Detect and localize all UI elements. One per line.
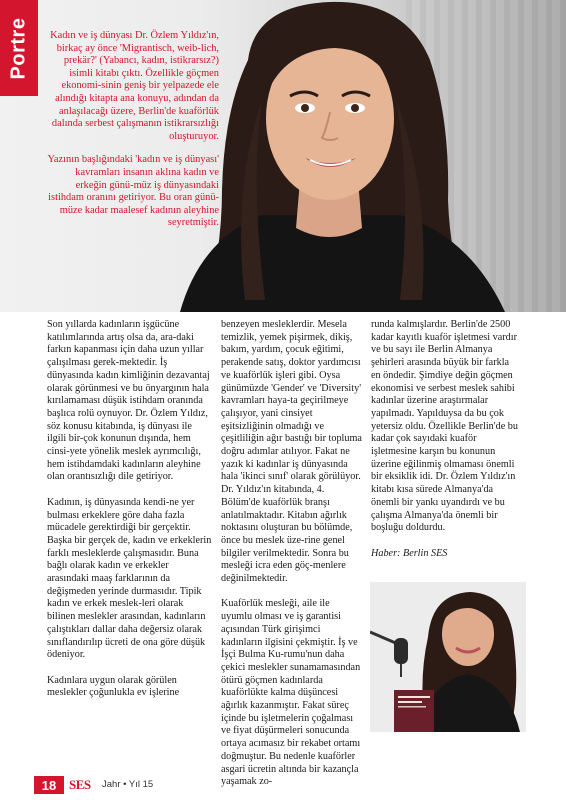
- byline: Haber: Berlin SES: [371, 547, 448, 559]
- page-number: [34, 776, 64, 794]
- section-tag-label: Portre: [7, 17, 30, 79]
- logo-text: SES: [69, 777, 91, 792]
- side-photo: [370, 582, 526, 732]
- article-column-1: [47, 319, 213, 713]
- intro-paragraph: Yazının başlığındaki 'kadın ve iş dünyası' kavramları insanın aklına kadın ve erkeğin günü-müz iş dünyasındaki istihdam oranını getiriyor. Bu oran günü-müze kadar maalesef kadının aleyhine seyretmiştir.: [47, 154, 219, 229]
- page-footer: [0, 770, 566, 800]
- page-number-label: 18: [41, 777, 57, 793]
- body-paragraph: Kadınlara uygun olarak görülen meslekler çoğunlukla ev işlerine: [47, 674, 180, 699]
- ses-logo: [69, 777, 91, 793]
- intro-paragraph: Kadın ve iş dünyası Dr. Özlem Yıldız'ın, birkaç ay önce 'Migrantisch, weib-lich, prekär?' (Yabancı, kadın, istikrarsız?) isimli kitabı çıktı. Özellikle göçmen ekonomi-sinin geniş bir yelpazede ele alındığı kitapta ana konuyu, adından da anlaşılacağı üzere, Berlin'de kuaförlük dalında serbest çalışmanın istikrarsızlığı oluşturuyor.: [50, 30, 219, 142]
- body-paragraph: runda kalmışlardır. Berlin'de 2500 kadar kayıtlı kuaför işletmesi vardır ve bu sayı ile Berlin Almanya şehirleri arasında büyük bir farkla en öndedir. Şimdiye değin göçmen ekonomisi ve serbest meslek sahibi kadınlar üzerine araştırmalar yapılmadı. Yapılduysa da bu çok yetersiz oldu. Özellikle Berlin'de bu kadar çok sayıdaki kuaför işletmesine karşın bu konunun üzerine eğilinmiş olmaması önemli bir eksiklik idi. Dr. Özlem Yıldız'ın kitabı kısa sürede Almanya'da önemli bir yankı uyandırdı ve bu çalışma Almanya'da önemli bir boşluğu doldurdu.: [371, 319, 518, 534]
- woman-with-book-and-microphone-photo: [370, 582, 526, 732]
- body-paragraph: Son yıllarda kadınların işgücüne katılımlarında artış olsa da, ara-daki farkın kapanması için daha uzun yıllar çalışılması gerek-mektedir. İş dünyasında kadın kimliğinin dezavantaj olarak görünmesi ve bu önyargının hala kırılamaması düşük istihdam oranında başlıca rolü oynuyor. Dr. Özlem Yıldız, söz konusu kitabında, iş dünyası ile ilgili bir-çok konunun dışında, hem cinsi-yete yönelik meslek ayrımcılığı, hem istihdamdaki kadınların aleyhine olan orantısızlığı dile getiriyor.: [47, 319, 210, 483]
- article-column-3: [371, 319, 521, 573]
- hero-photo: [0, 0, 566, 312]
- section-tag: [0, 0, 38, 96]
- article-column-2: [221, 319, 362, 800]
- body-paragraph: Kuaförlük mesleği, aile ile uyumlu olması ve iş garantisi açısından Türk girişimci kadınların ilgisini çekmiştir. İş ve İşçi Bulma Ku-rumu'nun daha çekici meslekler sunamamasından ötürü göçmen kadınlarda kuaförlükte kalma düşüncesi ağırlık kazanmıştır. Fakat süreç içinde bu işletmelerin çoğalması ve fiyat düşürmeleri sonucunda ortaya acımasız bir rekabet ortamı doğmuştur. Bu nedenle kuaförler asgari ücretin altında bir kazançla yaşamak zo-: [221, 598, 361, 788]
- body-paragraph: Kadının, iş dünyasında kendi-ne yer bulması erkeklere göre daha fazla mücadele gerektirdiği bir gerçektir. Başka bir gerçek de, kadın ve erkeklerin farklı mesleklerde çalışmasıdır. Buna bağlı olarak kadın ve erkekler arasındaki maaş farklarının da değişmeden yerinde durmasıdır. Tipik kadın ve erkek meslek-leri olarak bilinen meslekler arasından, kadınların çalıştıkları dallar daha değersiz olarak sınıflandırılıp ücreti de ona göre düşük ödeniyor.: [47, 496, 212, 661]
- body-paragraph: benzeyen mesleklerdir. Mesela temizlik, yemek pişirmek, dikiş, bakım, yardım, çocuk eğitimi, perakende satış, doktor yardımcısı ve kuaförlük işleri gibi. Oysa günümüzde 'Gender' ve 'Diversity' kavramları haya-ta geçirilmeye çalışıyor, yani cinsiyet eşitsizliğinin olmadığı ve çeşitliliğin ağır bastığı bir topluma doğru adımlar atılıyor. Fakat ne yazık ki kadınlar iş dünyasında hala 'ikinci sınıf' olarak görülüyor. Dr. Yıldız'ın kitabında, 4. Bölüm'de kuaförlük branşı anlatılmaktadır. Kitabın ağırlık noktasını oluşturan bu bölümde, önce bu meslek üze-rine genel bilgiler verilmektedir. Sonra bu mesleği icra eden göç-menlere değinilmektedir.: [221, 319, 362, 585]
- intro-text: [47, 30, 219, 241]
- issue-label: Jahr • Yıl 15: [102, 779, 154, 790]
